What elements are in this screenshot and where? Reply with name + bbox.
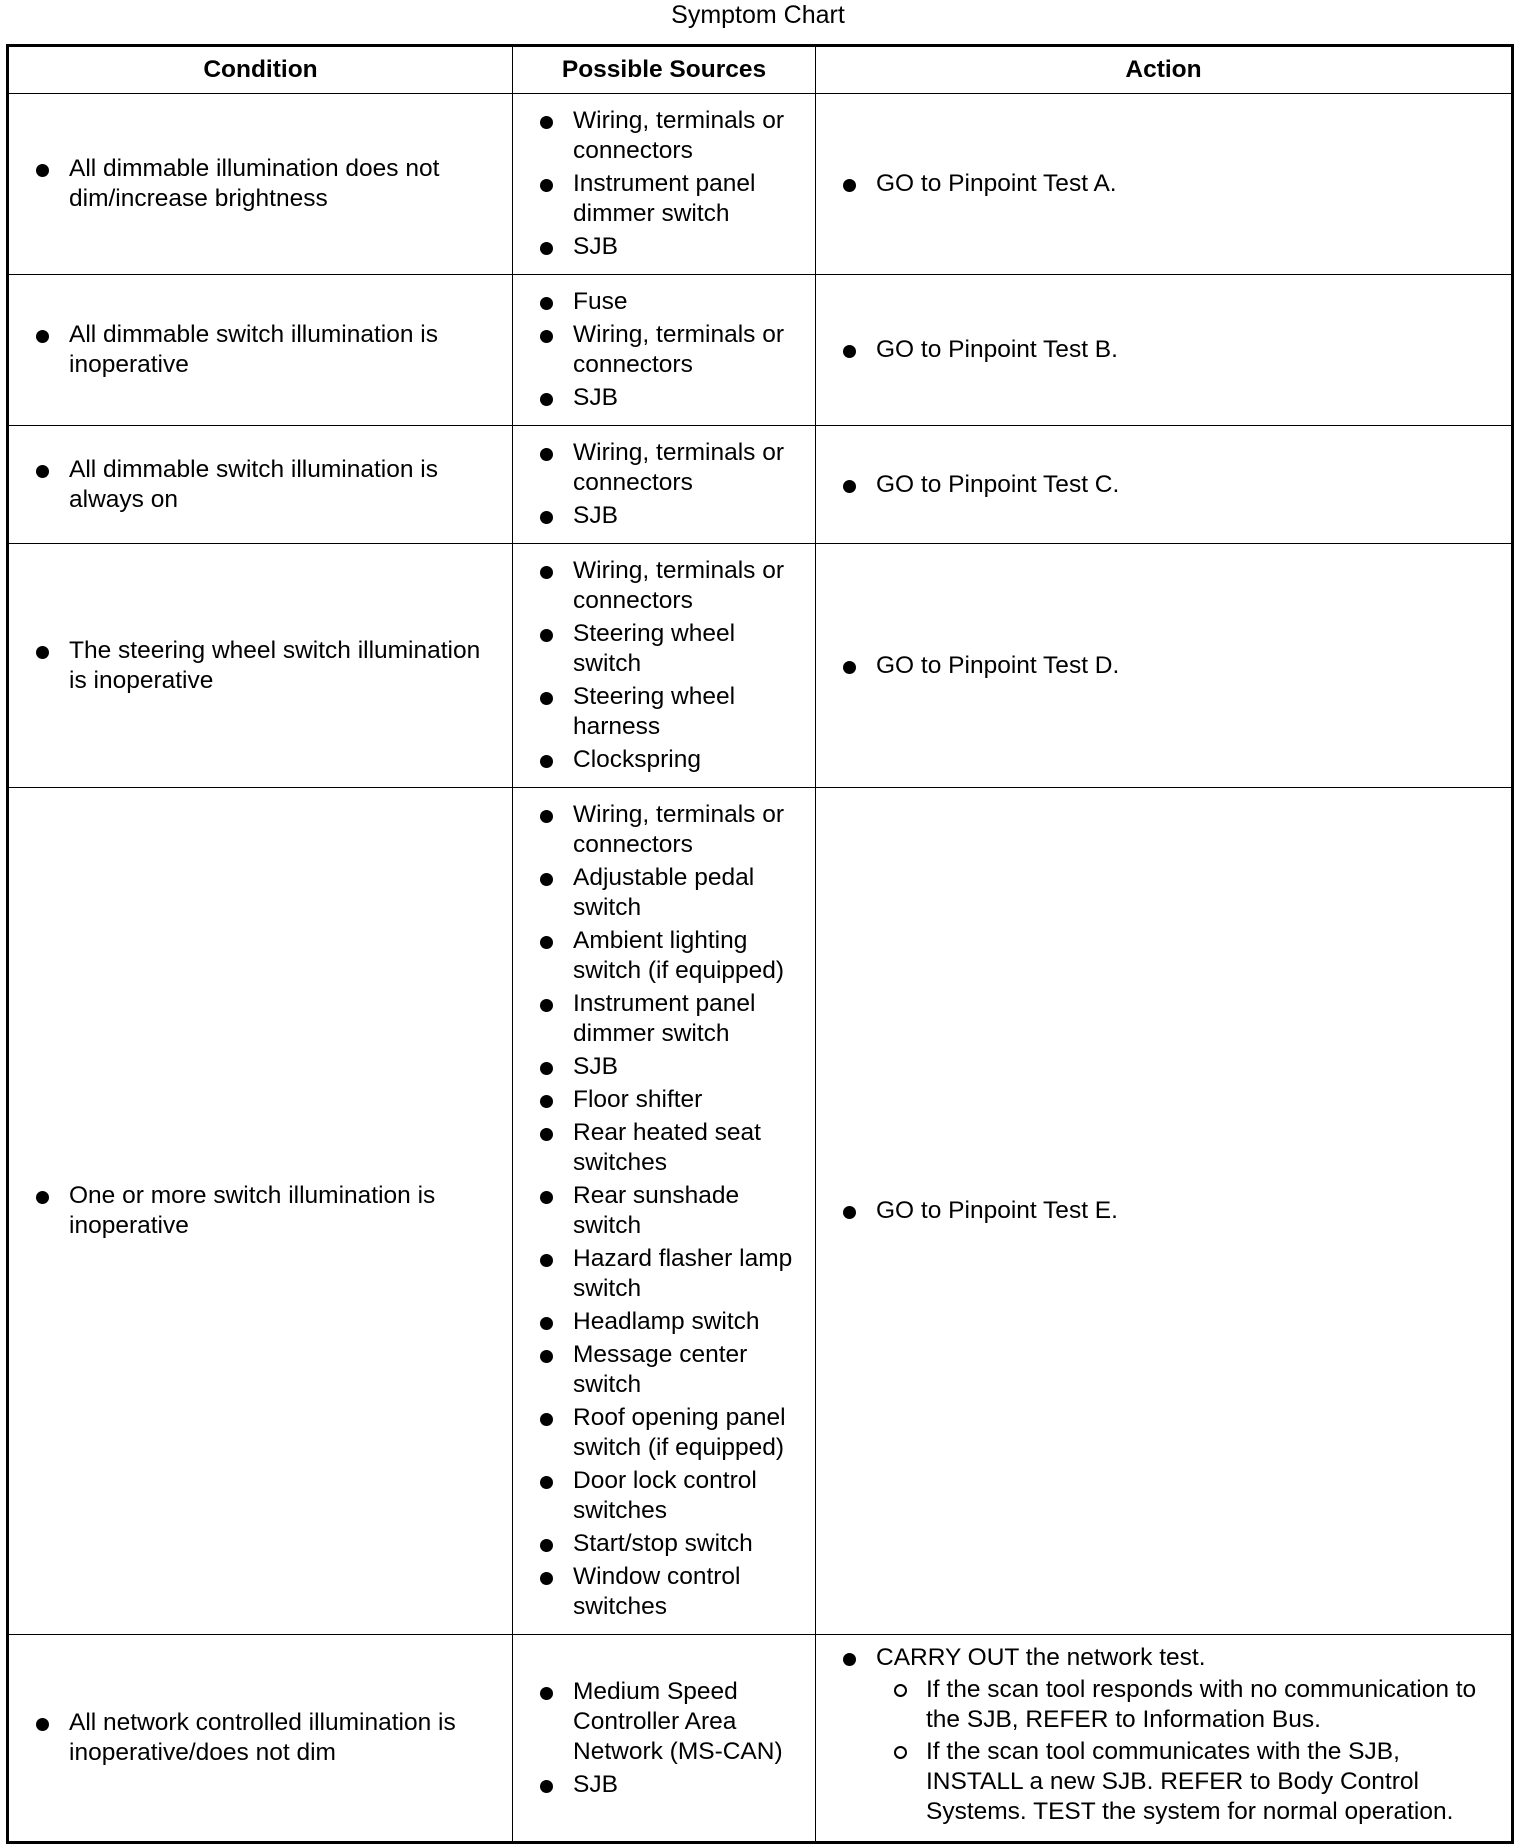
source-item: Medium Speed Controller Area Network (MS-CAN): [539, 1677, 805, 1767]
source-item: Wiring, terminals or connectors: [539, 800, 805, 860]
sources-cell: [513, 426, 816, 544]
sub-action-item: If the scan tool responds with no communication to the SJB, REFER to Information Bus.: [892, 1675, 1501, 1735]
source-item: Instrument panel dimmer switch: [539, 989, 805, 1049]
header-possible-sources: Possible Sources: [513, 46, 816, 94]
source-item: SJB: [539, 383, 805, 413]
source-item: Instrument panel dimmer switch: [539, 169, 805, 229]
table-row: [8, 544, 1513, 788]
source-item: Wiring, terminals or connectors: [539, 556, 805, 616]
action-item: GO to Pinpoint Test D.: [842, 651, 1501, 681]
source-item: Headlamp switch: [539, 1307, 805, 1337]
source-item: Fuse: [539, 287, 805, 317]
table-row: [8, 94, 1513, 275]
condition-cell: [8, 426, 513, 544]
symptom-chart-table: [6, 44, 1514, 1844]
action-cell: [816, 94, 1513, 275]
action-item: [842, 1643, 1501, 1827]
header-action: Action: [816, 46, 1513, 94]
action-cell: [816, 544, 1513, 788]
condition-item: The steering wheel switch illumination is inoperative: [35, 636, 502, 696]
sources-cell: [513, 275, 816, 426]
action-item: GO to Pinpoint Test B.: [842, 335, 1501, 365]
condition-cell: [8, 94, 513, 275]
source-item: Window control switches: [539, 1562, 805, 1622]
condition-item: All dimmable switch illumination is always on: [35, 455, 502, 515]
source-item: Door lock control switches: [539, 1466, 805, 1526]
header-condition: Condition: [8, 46, 513, 94]
source-item: Wiring, terminals or connectors: [539, 320, 805, 380]
source-item: Roof opening panel switch (if equipped): [539, 1403, 805, 1463]
action-item: GO to Pinpoint Test C.: [842, 470, 1501, 500]
table-row: [8, 275, 1513, 426]
condition-cell: [8, 544, 513, 788]
source-item: SJB: [539, 1770, 805, 1800]
action-cell: [816, 426, 1513, 544]
action-cell: [816, 275, 1513, 426]
source-item: SJB: [539, 232, 805, 262]
source-item: Message center switch: [539, 1340, 805, 1400]
source-item: Hazard flasher lamp switch: [539, 1244, 805, 1304]
condition-item: All dimmable illumination does not dim/increase brightness: [35, 154, 502, 214]
header-row: [8, 46, 1513, 94]
source-item: SJB: [539, 1052, 805, 1082]
sources-cell: [513, 788, 816, 1635]
table-row: [8, 426, 1513, 544]
source-item: Clockspring: [539, 745, 805, 775]
sub-action-list: [876, 1675, 1501, 1827]
table-row: [8, 1635, 1513, 1843]
source-item: SJB: [539, 501, 805, 531]
sources-cell: [513, 94, 816, 275]
action-item: GO to Pinpoint Test E.: [842, 1196, 1501, 1226]
source-item: Start/stop switch: [539, 1529, 805, 1559]
source-item: Steering wheel switch: [539, 619, 805, 679]
condition-item: One or more switch illumination is inoperative: [35, 1181, 502, 1241]
source-item: Rear sunshade switch: [539, 1181, 805, 1241]
sub-action-item: If the scan tool communicates with the SJB, INSTALL a new SJB. REFER to Body Control Systems. TEST the system for normal operation.: [892, 1737, 1501, 1827]
source-item: Wiring, terminals or connectors: [539, 438, 805, 498]
condition-cell: [8, 1635, 513, 1843]
sources-cell: [513, 544, 816, 788]
action-cell: [816, 1635, 1513, 1843]
sources-cell: [513, 1635, 816, 1843]
action-item: GO to Pinpoint Test A.: [842, 169, 1501, 199]
table-row: [8, 788, 1513, 1635]
source-item: Ambient lighting switch (if equipped): [539, 926, 805, 986]
source-item: Floor shifter: [539, 1085, 805, 1115]
condition-item: All network controlled illumination is inoperative/does not dim: [35, 1708, 502, 1768]
condition-item: All dimmable switch illumination is inoperative: [35, 320, 502, 380]
source-item: Wiring, terminals or connectors: [539, 106, 805, 166]
page-title: Symptom Chart: [671, 1, 845, 29]
source-item: Steering wheel harness: [539, 682, 805, 742]
action-text: CARRY OUT the network test.: [876, 1644, 1206, 1671]
source-item: Adjustable pedal switch: [539, 863, 805, 923]
action-cell: [816, 788, 1513, 1635]
condition-cell: [8, 788, 513, 1635]
source-item: Rear heated seat switches: [539, 1118, 805, 1178]
condition-cell: [8, 275, 513, 426]
